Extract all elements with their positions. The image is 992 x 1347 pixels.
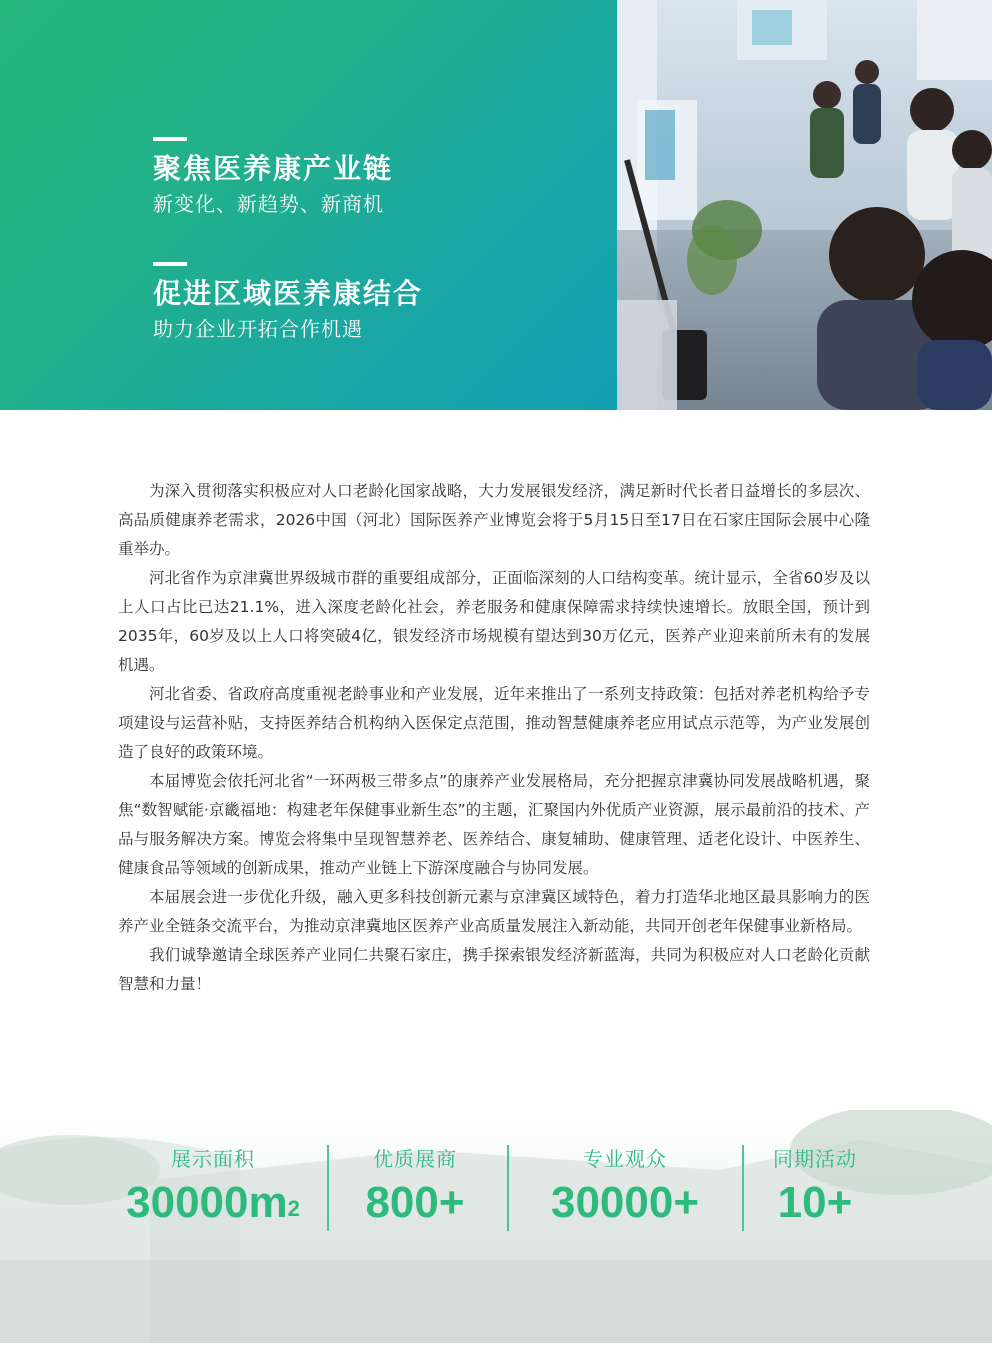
headline-title-1: 聚焦医养康产业链 <box>153 152 394 185</box>
headline-subtitle-1: 新变化、新趋势、新商机 <box>153 192 384 216</box>
crowd-illustration <box>617 0 992 410</box>
stat-label: 同期活动 <box>773 1147 857 1171</box>
hero-gradient-panel <box>0 0 617 410</box>
exhibition-crowd-photo <box>617 0 992 410</box>
stat-exhibitors <box>340 1145 490 1231</box>
stat-value: 800+ <box>365 1178 465 1227</box>
stat-divider <box>327 1145 329 1231</box>
headline-block-2 <box>153 262 423 344</box>
paragraph-4: 本届博览会依托河北省“一环两极三带多点”的康养产业发展格局，充分把握京津冀协同发展战略机遇，聚焦“数智赋能·京畿福地：构建老年保健事业新生态”的主题，汇聚国内外优质产业资源，展示最前沿的技术、产品与服务解决方案。博览会将集中呈现智慧养老、医养结合、康复辅助、健康管理、适老化设计、中医养生、健康食品等领域的创新成果，推动产业链上下游深度融合与协同发展。 <box>118 772 870 877</box>
stat-divider <box>742 1145 744 1231</box>
paragraph-6: 我们诚挚邀请全球医养产业同仁共聚石家庄，携手探索银发经济新蓝海，共同为积极应对人口老龄化贡献智慧和力量！ <box>118 946 870 993</box>
headline-dash <box>153 137 187 141</box>
paragraph-5: 本届展会进一步优化升级，融入更多科技创新元素与京津冀区域特色，着力打造华北地区最具影响力的医养产业全链条交流平台，为推动京津冀地区医养产业高质量发展注入新动能，共同开创老年保健事业新格局。 <box>118 888 870 935</box>
headline-title-2: 促进区域医养康结合 <box>153 277 424 310</box>
stat-number: 30000m <box>126 1178 288 1227</box>
stat-divider <box>507 1145 509 1231</box>
headline-block-1 <box>153 137 393 219</box>
paragraph-3: 河北省委、省政府高度重视老龄事业和产业发展，近年来推出了一系列支持政策：包括对养老机构给予专项建设与运营补贴，支持医养结合机构纳入医保定点范围，推动智慧健康养老应用试点示范等，为产业发展创造了良好的政策环境。 <box>118 685 870 761</box>
stat-events <box>755 1145 875 1231</box>
paragraph-1: 为深入贯彻落实积极应对人口老龄化国家战略，大力发展银发经济，满足新时代长者日益增长的多层次、高品质健康养老需求，2026中国（河北）国际医养产业博览会将于5月15日至17日在石家庄国际会展中心隆重举办。 <box>118 482 870 558</box>
stat-value: 30000+ <box>550 1178 700 1227</box>
hero-banner <box>0 0 992 410</box>
stat-value: 10+ <box>777 1178 853 1227</box>
stat-label: 展示面积 <box>171 1147 255 1171</box>
paragraph-2: 河北省作为京津冀世界级城市群的重要组成部分，正面临深刻的人口结构变革。统计显示，全省60岁及以上人口占比已达21.1%，进入深度老龄化社会，养老服务和健康保障需求持续快速增长。放眼全国，预计到2035年，60岁及以上人口将突破4亿，银发经济市场规模有望达到30万亿元，医养产业迎来前所未有的发展机遇。 <box>118 569 870 674</box>
stat-value <box>118 1175 308 1231</box>
stats-row <box>0 1145 992 1245</box>
headline-dash <box>153 262 187 266</box>
stat-visitors <box>520 1145 730 1231</box>
intro-text <box>118 477 870 999</box>
headline-subtitle-2: 助力企业开拓合作机遇 <box>153 317 363 341</box>
stat-unit-superscript: 2 <box>287 1196 300 1221</box>
stat-label: 优质展商 <box>373 1147 457 1171</box>
stat-label: 专业观众 <box>583 1147 667 1171</box>
stat-exhibition-area <box>118 1145 308 1231</box>
